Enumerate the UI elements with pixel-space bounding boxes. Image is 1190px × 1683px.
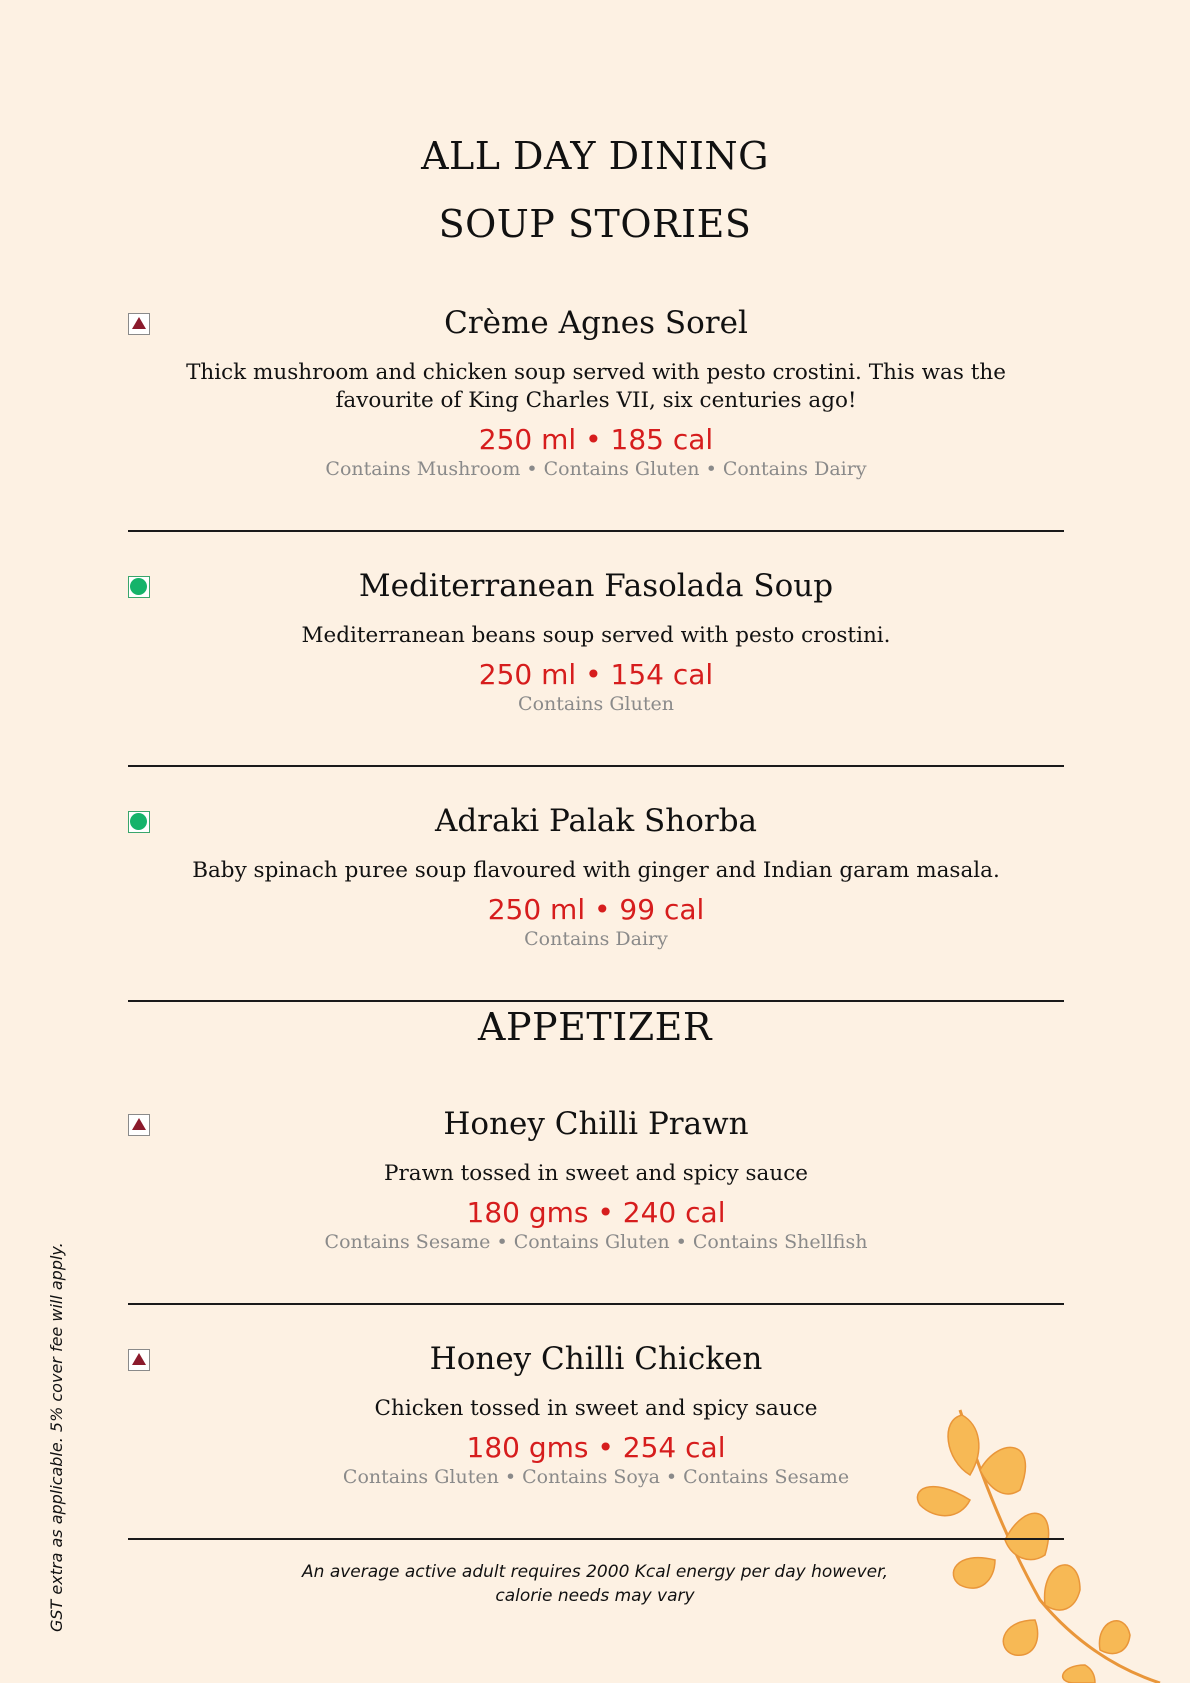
calorie-note (0, 1560, 1190, 1608)
item-description: Thick mushroom and chicken soup served with pesto crostini. This was the favourite of King Charles VII, six centuries ago! (186, 360, 1006, 413)
item-portion: 250 ml • 99 cal (487, 893, 705, 926)
item-allergens: Contains Sesame • Contains Gluten • Contains Shellfish (324, 1231, 868, 1253)
item-allergens: Contains Gluten • Contains Soya • Contains Sesame (342, 1466, 850, 1488)
item-portion: 250 ml • 185 cal (478, 423, 714, 456)
item-description: Chicken tossed in sweet and spicy sauce (374, 1396, 818, 1421)
divider (128, 1538, 1064, 1540)
item-description: Baby spinach puree soup flavoured with ginger and Indian garam masala. (192, 858, 1000, 883)
menu-item (128, 803, 1064, 950)
leaf-branch-icon (900, 1380, 1190, 1683)
item-description: Mediterranean beans soup served with pesto crostini. (301, 623, 891, 648)
menu-item (128, 1106, 1064, 1253)
divider (128, 530, 1064, 532)
section-title-appetizer: APPETIZER (478, 1005, 712, 1049)
calorie-note-line-2: calorie needs may vary (495, 1586, 695, 1606)
item-allergens: Contains Mushroom • Contains Gluten • Contains Dairy (325, 458, 867, 480)
section-title-soup: SOUP STORIES (438, 202, 752, 246)
item-description: Prawn tossed in sweet and spicy sauce (384, 1161, 808, 1186)
menu-item (128, 305, 1064, 480)
divider (128, 765, 1064, 767)
divider (128, 1000, 1064, 1002)
tax-note: GST extra as applicable. 5% cover fee will apply. (47, 1242, 66, 1632)
page-title: ALL DAY DINING (421, 134, 769, 178)
item-allergens: Contains Gluten (518, 693, 674, 715)
item-name: Mediterranean Fasolada Soup (358, 568, 834, 604)
item-allergens: Contains Dairy (524, 928, 668, 950)
item-name: Honey Chilli Chicken (429, 1341, 763, 1377)
calorie-note-line-1: An average active adult requires 2000 Kcal energy per day however, (302, 1562, 888, 1582)
item-name: Adraki Palak Shorba (434, 803, 758, 839)
item-portion: 180 gms • 240 cal (466, 1196, 726, 1229)
item-name: Honey Chilli Prawn (443, 1106, 749, 1142)
item-name: Crème Agnes Sorel (444, 305, 748, 341)
item-portion: 180 gms • 254 cal (466, 1431, 726, 1464)
menu-item (128, 568, 1064, 715)
divider (128, 1303, 1064, 1305)
item-portion: 250 ml • 154 cal (478, 658, 714, 691)
